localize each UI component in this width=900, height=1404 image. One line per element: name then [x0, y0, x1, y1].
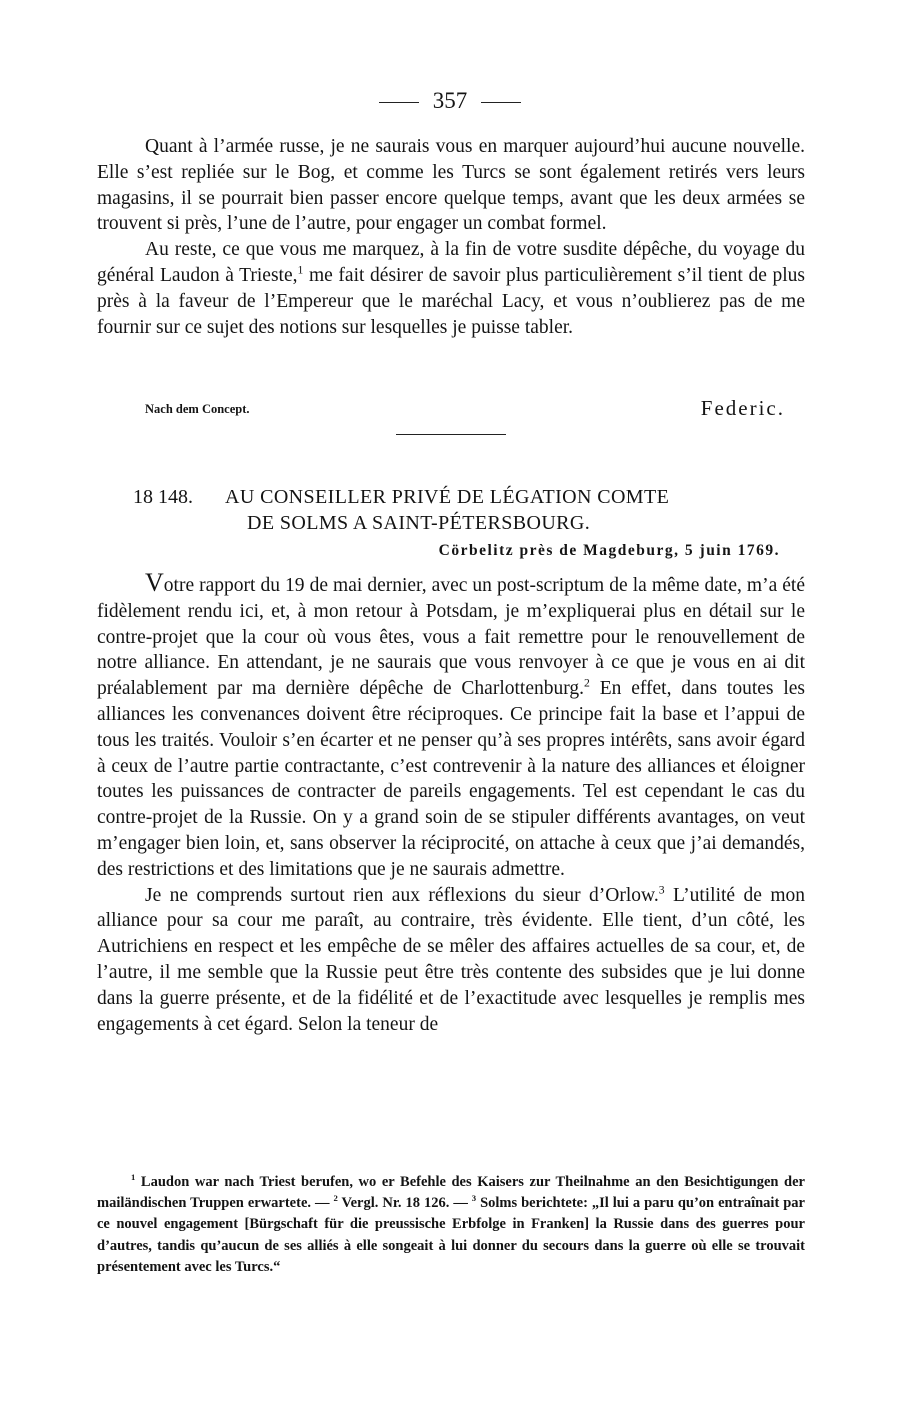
title-line-1: AU CONSEILLER PRIVÉ DE LÉGATION COMTE — [225, 486, 670, 508]
paragraph — [97, 134, 805, 237]
dateline: Cörbelitz près de Magdeburg, 5 juin 1769. — [438, 542, 780, 559]
paragraph-text: Quant à l’armée russe, je ne saurais vous en marquer aujourd’hui aucune nouvelle. Elle s’est repliée sur le Bog, et comme les Turcs se sont également retirés vers leurs magasins, il se pourrait bien passer encore quelque temps, avant que les deux armées se trouvent si près, l’une de l’autre, pour engager un combat formel. — [97, 136, 805, 235]
paragraph-text: otre rapport du 19 de mai dernier, avec un post-scriptum de la même date, m’a été fidèlement rendu ici, et, à mon retour à Potsdam, je m’expliquerai plus en détail sur le contre-projet que la cour où vous êtes, vous a fait remettre pour le renouvellement de notre alliance. En attendant, je ne saurais que vous renvoyer à ce que je vous en ai dit préalablement par ma dernière dépêche de Charlottenburg. — [97, 575, 805, 700]
page-number: 357 — [432, 88, 468, 113]
paragraph-text: me fait désirer de savoir plus particulièrement s’il tient de plus près à la faveur de l’Empereur que le maréchal Lacy, et vous n’oublierez pas de me fournir sur ce sujet des notions sur lesquelles je puisse tabler. — [97, 264, 805, 338]
initial-letter: V — [145, 568, 164, 597]
paragraph-text: L’utilité de mon alliance pour sa cour me paraît, au contraire, très évidente. Elle tient, d’un côté, les Autrichiens en respect et les empêche de se mêler des affaires actuelles de sa cour, et, de l’autre, il me semble que la Russie peut être très contente des subsides que je lui donne dans la guerre présente, et de la fidélité et de l’exactitude avec lesquelles je remplis mes engagements à cet égard. Selon la teneur de — [97, 884, 805, 1035]
footnote — [97, 1172, 805, 1278]
paragraph-text: En effet, dans toutes les alliances les convenances doivent être réciproques. Ce principe fait la base et l’appui de tous les traités. Vouloir s’en écarter et ne penser qu’à ses propres intérêts, sans avoir égard à ceux de l’autre partie contractante, c’est contrevenir à la nature des alliances et éloigner toutes les puissances de contracter de pareils engagements. Tel est cependant le cas du contre-projet de la Russie. On y a grand soin de se stipuler différents avantages, on veut m’engager bien loin, et, sans observer la réciprocité, on attache à ceux que j’ai demandés, des restrictions et des limitations que je ne saurais admettre. — [97, 678, 805, 880]
header-dash-left — [379, 102, 419, 103]
footnote-text: Vergl. Nr. 18 126. — — [337, 1195, 472, 1212]
paragraph — [97, 570, 805, 883]
footnote-ref: 3 — [658, 883, 665, 897]
paragraph — [97, 237, 805, 340]
paragraph — [97, 883, 805, 1038]
paragraph-text: Au reste, ce que vous me marquez, à la fin de votre susdite dépêche, du voyage du général Laudon à Trieste, — [97, 239, 805, 286]
footnote-text: Solms berichtete: „Il lui a paru qu’on entraînait par ce nouvel engagement [Bürgschaft für die preussische Erbfolge in Franken] la Russie dans des guerres pour d’autres, tandis qu’aucun de ses alliés à elle songeait à lui donner du secours dans la guerre où elle se trouvait présentement avec les Turcs.“ — [97, 1195, 805, 1275]
footnotes — [97, 1172, 805, 1278]
footnote-ref: 2 — [584, 676, 590, 690]
footnote-mark: 3 — [471, 1193, 477, 1204]
signature: Federic. — [700, 396, 785, 420]
page-header — [0, 88, 900, 114]
header-dash-right — [481, 102, 521, 103]
concept-note: Nach dem Concept. — [145, 402, 250, 416]
letter-body — [97, 570, 805, 1037]
footnote-ref: 1 — [297, 263, 304, 277]
footnote-text: Laudon war nach Triest berufen, wo er Befehle des Kaisers zur Theilnahme an den Besichtigungen der mailändischen Truppen erwartete. — — [97, 1174, 805, 1212]
document-number: 18 148. — [133, 486, 193, 508]
title-line-2: DE SOLMS A SAINT-PÉTERSBOURG. — [247, 512, 591, 534]
footnote-mark: 1 — [131, 1172, 136, 1183]
letter-continuation — [97, 134, 805, 340]
footnote-mark: 2 — [333, 1193, 338, 1204]
paragraph-text: Je ne comprends surtout rien aux réflexions du sieur d’Orlow. — [145, 884, 659, 906]
section-divider — [396, 434, 506, 435]
